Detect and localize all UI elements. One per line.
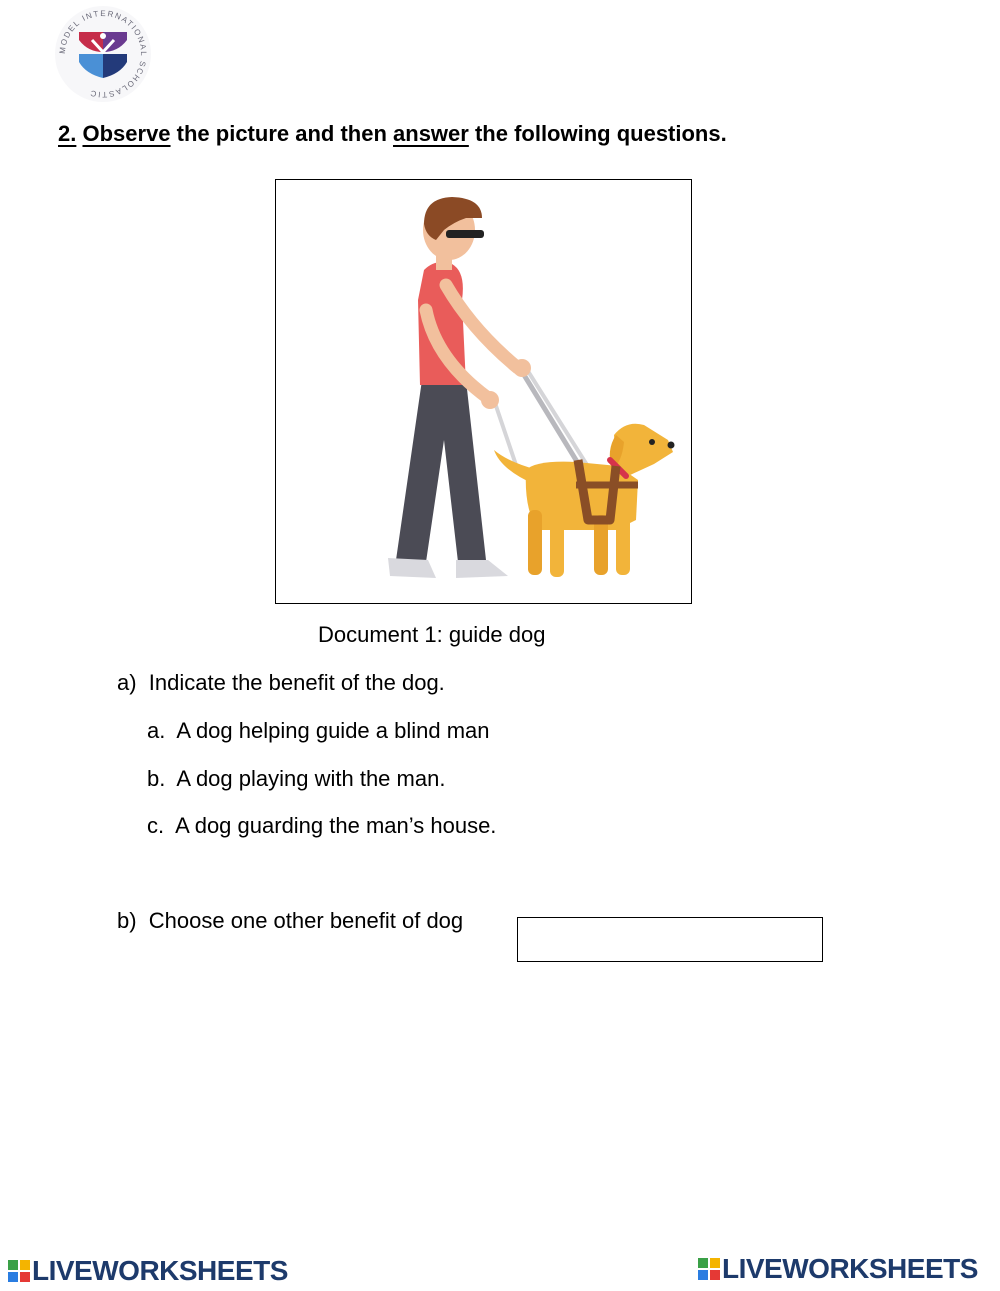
option-a-letter: a. (147, 718, 166, 743)
question-a-text: Indicate the benefit of the dog. (148, 670, 445, 695)
school-crest-icon (48, 2, 158, 106)
liveworksheets-brand-right (698, 1253, 978, 1285)
question-b (117, 908, 463, 934)
question-b-text: Choose one other benefit of dog (148, 908, 464, 933)
liveworksheets-logo-icon (698, 1258, 720, 1280)
brand-left-text: LIVEWORKSHEETS (32, 1255, 288, 1286)
liveworksheets-logo-icon (8, 1260, 30, 1282)
school-logo (48, 2, 158, 106)
heading-mid-text: the picture and then (170, 121, 394, 146)
option-c-letter: c. (147, 813, 165, 838)
logo-text: MODEL INTERNATIONAL SCHOLASTIC (57, 8, 149, 100)
option-a-text: A dog helping guide a blind man (176, 718, 490, 743)
brand-right-text: LIVEWORKSHEETS (722, 1253, 978, 1284)
option-c-text: A dog guarding the man’s house. (175, 813, 497, 838)
document-picture (275, 179, 692, 604)
option-b-text: A dog playing with the man. (176, 766, 446, 791)
keyword-observe: Observe (82, 121, 171, 146)
question-b-label: b) (117, 908, 137, 933)
question-heading (58, 121, 727, 147)
keyword-answer: answer (393, 121, 469, 146)
question-a-label: a) (117, 670, 137, 695)
option-b[interactable] (147, 766, 445, 792)
liveworksheets-brand-left (8, 1255, 288, 1287)
option-c[interactable] (147, 813, 496, 839)
heading-rest-text: the following questions. (468, 121, 727, 146)
question-a (117, 670, 445, 696)
option-b-letter: b. (147, 766, 166, 791)
figure-caption: Document 1: guide dog (318, 622, 546, 647)
question-number: 2. (58, 121, 77, 146)
answer-input-box[interactable] (517, 917, 823, 962)
option-a[interactable] (147, 718, 490, 744)
guide-dog-illustration (276, 180, 692, 604)
